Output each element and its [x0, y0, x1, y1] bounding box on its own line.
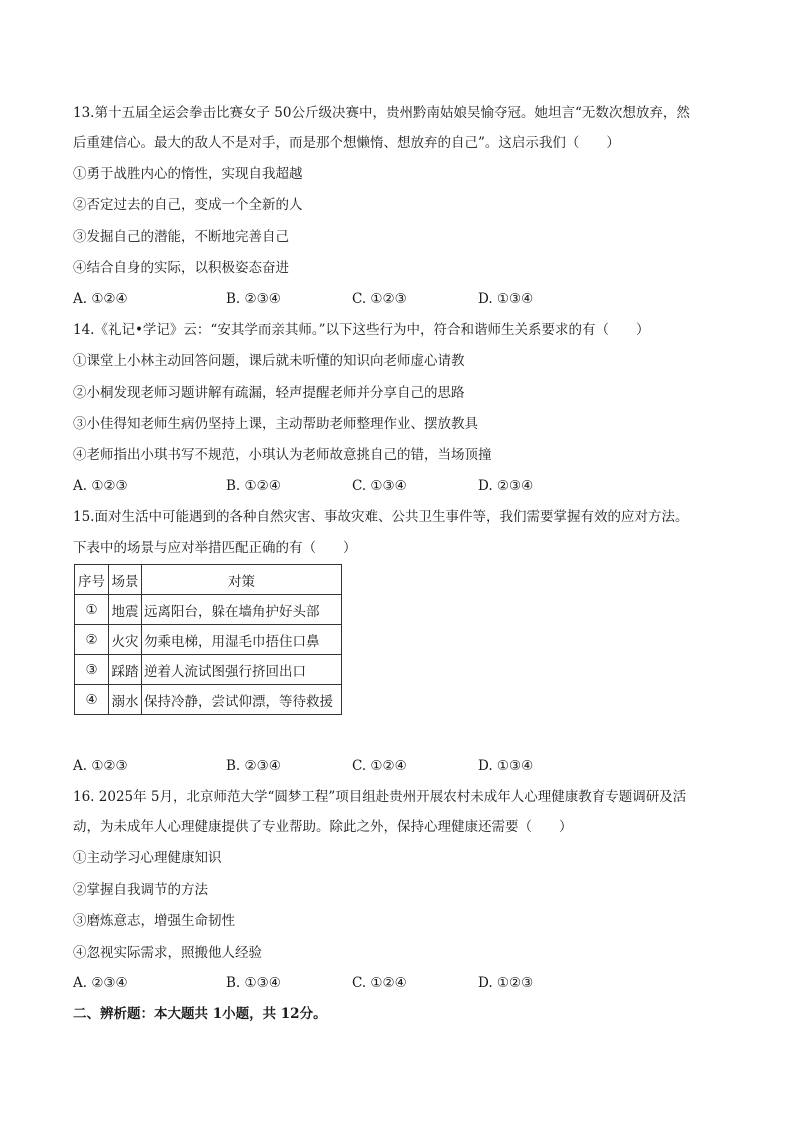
- table-cell-scene: 地震: [109, 595, 142, 625]
- q16-stem-line2: 动，为未成年人心理健康提供了专业帮助。除此之外，保持心理健康还需要（ ）: [73, 819, 573, 835]
- q15-option-a[interactable]: A. ①②③: [73, 758, 128, 774]
- q16-options: [73, 973, 693, 993]
- q15-table: [74, 564, 342, 715]
- q14-option-d[interactable]: D. ②③④: [478, 478, 534, 494]
- table-header-row: [75, 565, 342, 595]
- q16-item-3: ③磨炼意志，增强生命韧性: [73, 913, 235, 929]
- q14-option-a[interactable]: A. ①②③: [73, 478, 128, 494]
- q16-item-2: ②掌握自我调节的方法: [73, 882, 208, 898]
- q16-option-b[interactable]: B. ①③④: [226, 975, 281, 991]
- q13-option-b[interactable]: B. ②③④: [226, 291, 281, 307]
- q16-item-4: ④忽视实际需求，照搬他人经验: [73, 945, 262, 961]
- table-cell-no: ③: [75, 655, 109, 685]
- q16-option-d[interactable]: D. ①②③: [478, 975, 534, 991]
- q14-options: [73, 476, 693, 496]
- q14-stem: 14.《礼记•学记》云：“安其学而亲其师。”以下这些行为中，符合和谐师生关系要求的有（ ）: [73, 322, 650, 338]
- table-cell-scene: 踩踏: [109, 655, 142, 685]
- q13-option-a[interactable]: A. ①②④: [73, 291, 128, 307]
- q13-item-1: ①勇于战胜内心的惰性，实现自我超越: [73, 166, 303, 182]
- q16-option-a[interactable]: A. ②③④: [73, 975, 128, 991]
- table-cell-scene: 溺水: [109, 685, 142, 715]
- q14-item-2: ②小桐发现老师习题讲解有疏漏，轻声提醒老师并分享自己的思路: [73, 385, 465, 401]
- table-cell-measure: 勿乘电梯，用湿毛巾捂住口鼻: [142, 625, 342, 655]
- table-cell-no: ①: [75, 595, 109, 625]
- section-heading: 二、辨析题：本大题共 1小题，共 12分。: [73, 1006, 327, 1022]
- q13-stem-line2: 后重建信心。最大的敌人不是对手，而是那个想懒惰、想放弃的自己”。这启示我们（ ）: [73, 135, 620, 151]
- table-cell-no: ④: [75, 685, 109, 715]
- q16-option-c[interactable]: C. ①②④: [352, 975, 407, 991]
- q13-item-3: ③发掘自己的潜能，不断地完善自己: [73, 229, 289, 245]
- q13-stem-line1: 13.第十五届全运会拳击比赛女子 50公斤级决赛中，贵州黔南姑娘吴愉夺冠。她坦言“无数次想放弃，然: [73, 105, 690, 121]
- table-header-measure: 对策: [142, 565, 342, 595]
- table-row: [75, 595, 342, 625]
- table-cell-no: ②: [75, 625, 109, 655]
- q13-item-2: ②否定过去的自己，变成一个全新的人: [73, 197, 303, 213]
- q15-stem-line2: 下表中的场景与应对举措匹配正确的有（ ）: [73, 540, 357, 556]
- q13-option-d[interactable]: D. ①③④: [478, 291, 534, 307]
- q15-stem-line1: 15.面对生活中可能遇到的各种自然灾害、事故灾难、公共卫生事件等，我们需要掌握有效的应对方法。: [73, 509, 689, 525]
- q15-option-b[interactable]: B. ②③④: [226, 758, 281, 774]
- table-row: [75, 655, 342, 685]
- table-header-scene: 场景: [109, 565, 142, 595]
- q13-options: [73, 289, 693, 309]
- table-cell-measure: 保持冷静，尝试仰漂，等待救援: [142, 685, 342, 715]
- q14-item-1: ①课堂上小林主动回答问题，课后就未听懂的知识向老师虚心请教: [73, 353, 465, 369]
- q14-item-4: ④老师指出小琪书写不规范，小琪认为老师故意挑自己的错，当场顶撞: [73, 447, 492, 463]
- q13-item-4: ④结合自身的实际，以积极姿态奋进: [73, 260, 289, 276]
- q13-option-c[interactable]: C. ①②③: [352, 291, 407, 307]
- q14-item-3: ③小佳得知老师生病仍坚持上课，主动帮助老师整理作业、摆放教具: [73, 416, 478, 432]
- q15-options: [73, 756, 693, 776]
- q14-option-b[interactable]: B. ①②④: [226, 478, 281, 494]
- table-row: [75, 685, 342, 715]
- q16-stem-line1: 16. 2025年 5月，北京师范大学“圆梦工程”项目组赴贵州开展农村未成年人心理健康教育专题调研及活: [73, 789, 687, 805]
- table-row: [75, 625, 342, 655]
- q15-option-d[interactable]: D. ①③④: [478, 758, 534, 774]
- q15-option-c[interactable]: C. ①②④: [352, 758, 407, 774]
- q14-option-c[interactable]: C. ①③④: [352, 478, 407, 494]
- q16-item-1: ①主动学习心理健康知识: [73, 850, 222, 866]
- table-cell-scene: 火灾: [109, 625, 142, 655]
- table-cell-measure: 远离阳台，躲在墙角护好头部: [142, 595, 342, 625]
- table-cell-measure: 逆着人流试图强行挤回出口: [142, 655, 342, 685]
- table-header-no: 序号: [75, 565, 109, 595]
